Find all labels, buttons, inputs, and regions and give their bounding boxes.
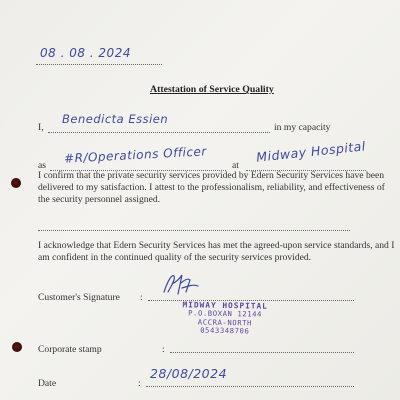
paragraph1-line1: I confirm that the private security services provided by Edern Security Services have been	[38, 170, 385, 181]
as-label: as	[38, 160, 46, 171]
stamp-label: Corporate stamp	[38, 344, 102, 355]
paragraph2-line2: am confident in the continued quality of the security services provided.	[38, 252, 312, 263]
stamp-line2: P.O.BOXAN 12144	[188, 308, 263, 320]
stamp-line	[170, 352, 354, 353]
stamp-line4: 0543348706	[200, 325, 250, 336]
signature-mark	[160, 270, 200, 298]
corporate-stamp	[170, 301, 281, 337]
top-date-line	[36, 64, 162, 65]
name-line	[48, 132, 270, 133]
intro-prefix: I,	[38, 122, 44, 133]
top-date-handwritten: 08 . 08 . 2024	[40, 46, 131, 60]
org-handwritten: Midway Hospital	[255, 138, 367, 165]
intro-suffix: in my capacity	[274, 122, 331, 133]
role-handwritten: #R/Operations Officer	[63, 144, 208, 166]
paragraph1-line3: the security personnel assigned.	[38, 194, 161, 205]
stamp-colon: :	[162, 344, 165, 355]
paragraph2-line1: I acknowledge that Edern Security Services has met the agreed-upon service standards, and I	[38, 240, 395, 251]
signature-label: Customer's Signature	[38, 292, 120, 303]
date-colon: :	[138, 378, 141, 389]
name-handwritten: Benedicta Essien	[62, 112, 169, 126]
document-title: Attestation of Service Quality	[150, 84, 274, 95]
signature-colon: :	[140, 292, 143, 303]
punch-hole-top	[11, 178, 21, 188]
punch-hole-bottom	[12, 342, 22, 352]
date-line	[146, 386, 354, 387]
date-handwritten: 28/08/2024	[150, 366, 228, 381]
stamp-line1: MIDWAY HOSPITAL	[182, 300, 269, 311]
at-label: at	[232, 160, 239, 171]
blank-line	[38, 230, 350, 231]
date-label: Date	[38, 378, 57, 389]
stamp-line3: ACCRA-NORTH	[197, 317, 253, 328]
paragraph1-line2: delivered to my satisfaction. I attest to the professionalism, reliability, and effectiveness of	[38, 182, 385, 193]
